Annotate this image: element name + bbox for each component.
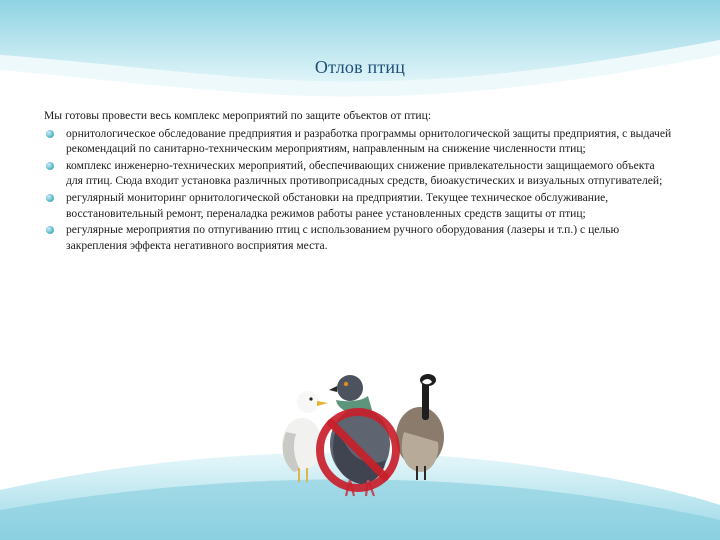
bullet-text: регулярный мониторинг орнитологической обстановки на предприятии. Текущее техническое обслуживание, восстановительный ремонт, переналадка режимов работы ранее установленных средств защиты от птиц;: [66, 190, 609, 220]
bullet-dot-icon: [46, 226, 54, 234]
bullet-dot-icon: [46, 162, 54, 170]
bullet-item: [44, 222, 674, 253]
bullet-item: [44, 126, 674, 157]
bullet-item: [44, 158, 674, 189]
bullet-item: [44, 190, 674, 221]
goose-icon: [396, 374, 444, 480]
bullet-text: орнитологическое обследование предприятия и разработка программы орнитологической защиты предприятия, с выдачей рекомендаций по санитарно-техническим мероприятиям, направленным на снижение численности птиц;: [66, 126, 672, 156]
bullet-text: регулярные мероприятия по отпугиванию птиц с использованием ручного оборудования (лазеры и т.п.) с целью закрепления эффекта негативного восприятия места.: [66, 223, 620, 252]
bullet-text: комплекс инженерно-технических мероприятий, обеспечивающих снижение привлекательности защищаемого объекта для птиц. Сюда входит установка различных противоприсадных средств, биоакустических и визуальных отпугивателей;: [66, 158, 663, 188]
bullet-dot-icon: [46, 194, 54, 202]
bullet-dot-icon: [46, 130, 54, 138]
birds-prohibited-icon: [270, 362, 460, 512]
slide-content: [44, 108, 674, 254]
slide-title: Отлов птиц: [314, 57, 406, 77]
bullet-list: [44, 126, 674, 254]
intro-text: Мы готовы провести весь комплекс мероприятий по защите объектов от птиц:: [44, 109, 432, 122]
